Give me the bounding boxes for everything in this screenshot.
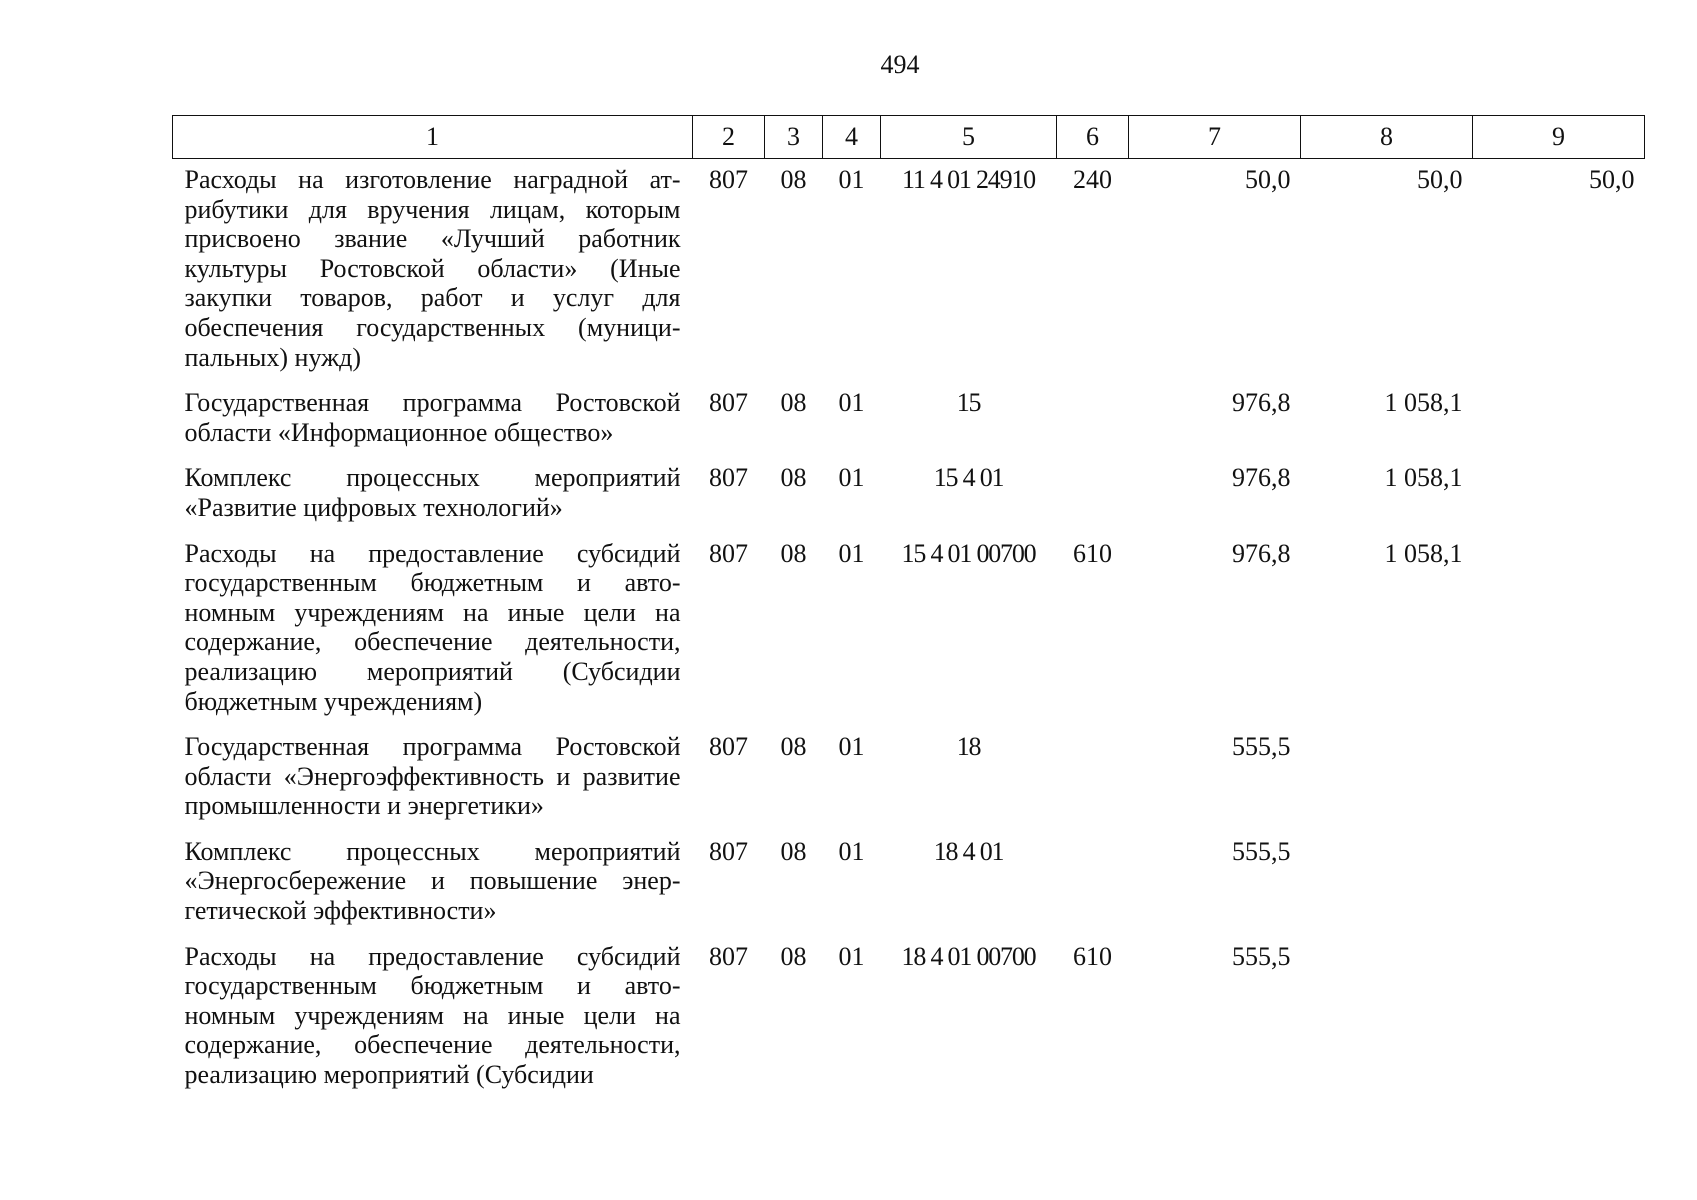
row-code-5: 18 (956, 732, 981, 762)
table-row (173, 159, 1645, 383)
row-code-6 (1057, 457, 1129, 532)
row-code-3: 08 (780, 941, 807, 971)
table-row (173, 936, 1645, 1100)
row-value-8 (1301, 726, 1473, 831)
row-value-9 (1473, 936, 1645, 1100)
row-name: Расходы на изготовление наградной атрибутики для вручения лицам, которым присвоено звание «Лучший работник культуры Ростовской области» (Иные закупки товаров, работ и услуг для обеспечения государственных (муниципальных) нужд) (184, 165, 681, 372)
budget-table (172, 115, 1645, 1100)
row-value-9: 50,0 (1589, 165, 1635, 194)
header-col-5: 5 (881, 116, 1057, 159)
header-col-6: 6 (1057, 116, 1129, 159)
row-code-5: 15 4 01 (933, 463, 1004, 493)
table-row (173, 831, 1645, 936)
row-value-9 (1473, 533, 1645, 727)
row-code-4: 01 (838, 941, 865, 971)
row-name: Комплекс процессных мероприятий «Развитие цифровых технологий» (184, 463, 681, 522)
row-name: Государственная программа Ростовской области «Информационное общество» (184, 388, 681, 447)
row-value-8: 1 058,1 (1384, 463, 1463, 493)
row-code-2: 807 (709, 732, 748, 762)
row-code-3: 08 (780, 388, 807, 418)
header-col-1: 1 (173, 116, 693, 159)
row-value-7: 50,0 (1245, 165, 1291, 194)
table-row (173, 726, 1645, 831)
table-header (173, 116, 1645, 159)
row-value-7: 555,5 (1232, 732, 1291, 762)
row-code-2: 807 (709, 165, 748, 194)
row-name: Государственная программа Ростовской области «Энергоэффективность и развитие промышленности и энергетики» (184, 732, 681, 821)
row-value-8 (1301, 831, 1473, 936)
row-code-3: 08 (780, 165, 807, 194)
row-code-5: 11 4 01 24910 (902, 165, 1035, 194)
row-code-2: 807 (709, 538, 748, 568)
header-col-7: 7 (1129, 116, 1301, 159)
page-number: 494 (880, 50, 920, 79)
row-code-4: 01 (838, 165, 865, 194)
row-value-7: 976,8 (1232, 463, 1291, 493)
row-code-6: 610 (1073, 941, 1112, 971)
row-code-6: 610 (1073, 538, 1112, 568)
row-value-9 (1473, 457, 1645, 532)
header-col-9: 9 (1473, 116, 1645, 159)
row-value-9 (1473, 831, 1645, 936)
row-code-5: 18 4 01 00700 (901, 941, 1036, 971)
header-col-2: 2 (693, 116, 765, 159)
row-name: Расходы на предоставление субсидий государственным бюджетным и автономным учреждениям на иные цели на содержание, обеспечение деятельности, реализацию мероприятий (Субсидии бюджетным учреждениям) (184, 538, 681, 716)
row-code-2: 807 (709, 941, 748, 971)
row-code-3: 08 (780, 732, 807, 762)
table-body (173, 159, 1645, 1100)
row-code-5: 15 4 01 00700 (901, 538, 1036, 568)
row-code-4: 01 (838, 388, 865, 418)
row-value-9 (1473, 726, 1645, 831)
row-value-7: 555,5 (1232, 941, 1291, 971)
row-code-4: 01 (838, 463, 865, 493)
row-code-6 (1057, 382, 1129, 457)
row-code-4: 01 (838, 732, 865, 762)
header-col-8: 8 (1301, 116, 1473, 159)
table-row (173, 533, 1645, 727)
row-code-4: 01 (838, 836, 865, 866)
row-value-8: 1 058,1 (1384, 388, 1463, 418)
row-value-7: 555,5 (1232, 836, 1291, 866)
row-value-8: 1 058,1 (1384, 538, 1463, 568)
row-code-3: 08 (780, 836, 807, 866)
row-code-5: 15 (956, 388, 981, 418)
row-value-8: 50,0 (1417, 165, 1463, 194)
row-name: Комплекс процессных мероприятий «Энергосбережение и повышение энергетической эффективности» (184, 836, 681, 926)
row-code-2: 807 (709, 463, 748, 493)
row-code-6: 240 (1073, 165, 1112, 194)
row-code-4: 01 (838, 538, 865, 568)
header-col-4: 4 (823, 116, 881, 159)
table-row (173, 457, 1645, 532)
row-value-7: 976,8 (1232, 538, 1291, 568)
row-value-9 (1473, 382, 1645, 457)
row-value-7: 976,8 (1232, 388, 1291, 418)
row-code-3: 08 (780, 463, 807, 493)
table-row (173, 382, 1645, 457)
row-code-6 (1057, 726, 1129, 831)
row-value-8 (1301, 936, 1473, 1100)
header-row (173, 116, 1645, 159)
header-col-3: 3 (765, 116, 823, 159)
row-code-3: 08 (780, 538, 807, 568)
row-code-2: 807 (709, 836, 748, 866)
row-code-5: 18 4 01 (933, 836, 1004, 866)
row-code-2: 807 (709, 388, 748, 418)
row-code-6 (1057, 831, 1129, 936)
row-name: Расходы на предоставление субсидий государственным бюджетным и автономным учреждениям на иные цели на содержание, обеспечение деятельности, реализацию мероприятий (Субсидии (184, 941, 681, 1090)
